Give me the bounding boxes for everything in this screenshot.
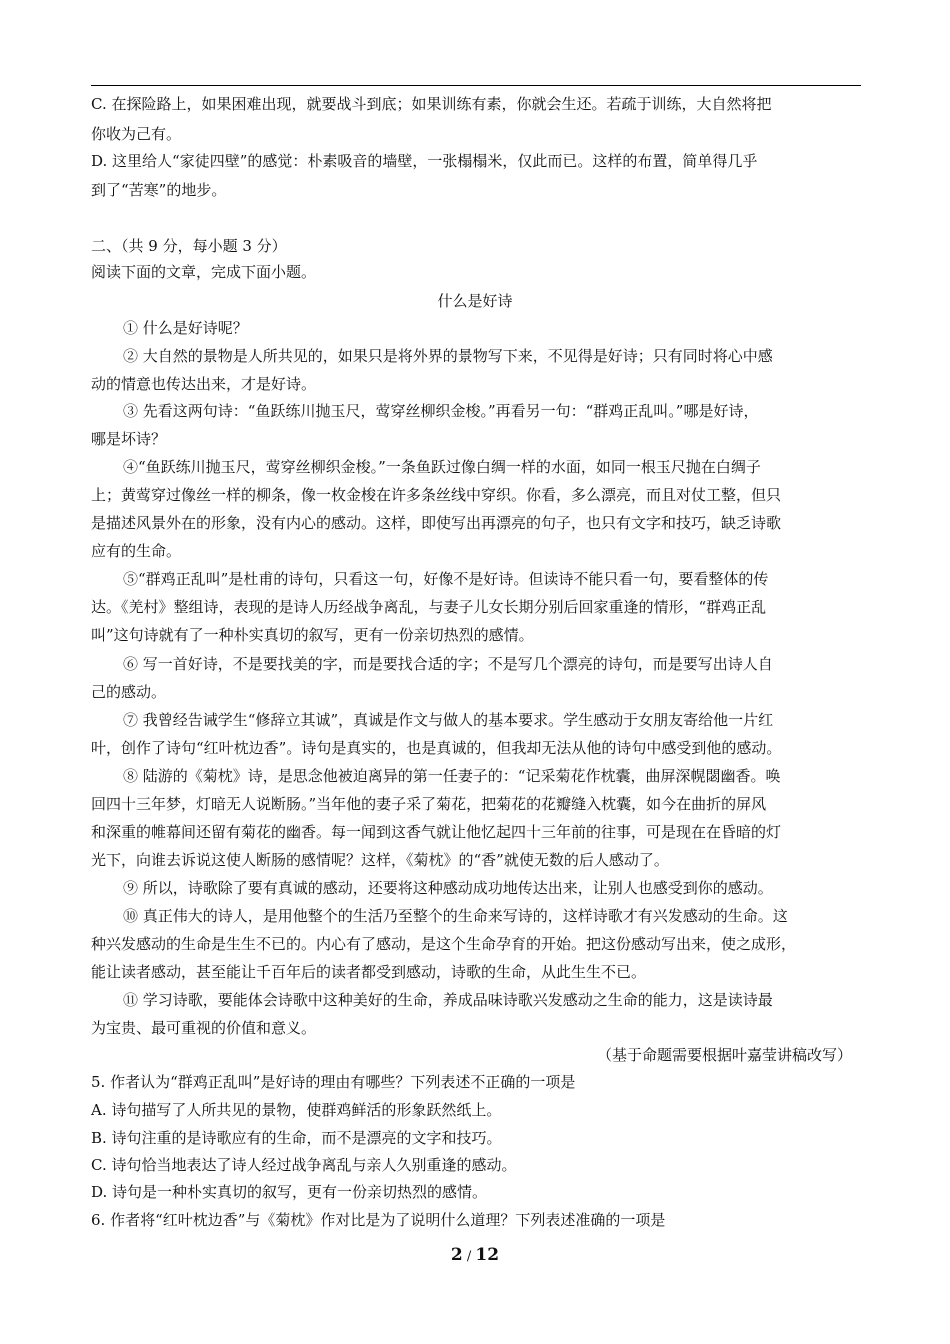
paragraph-4-line-4: 应有的生命。 (91, 542, 182, 560)
paragraph-3-line-2: 哪是坏诗？ (91, 430, 167, 448)
option-d-line-2: 到了“苦寒”的地步。 (91, 181, 227, 199)
paragraph-10-line-2: 种兴发感动的生命是生生不已的。内心有了感动，是这个生命孕育的开始。把这份感动写出来，使之成形， (91, 935, 797, 953)
option-c-line-2: 你收为己有。 (91, 125, 182, 143)
section-instruction: 阅读下面的文章，完成下面小题。 (91, 263, 317, 281)
question-5-option-b: B. 诗句注重的是诗歌应有的生命，而不是漂亮的文字和技巧。 (91, 1129, 502, 1147)
paragraph-5-line-2: 达。《羌村》整组诗，表现的是诗人历经战争离乱，与妻子儿女长期分别后回家重逢的情形，“群鸡正乱 (91, 598, 767, 616)
option-d-line-1: D. 这里给人“家徒四壁”的感觉：朴素吸音的墙壁，一张榻榻米，仅此而已。这样的布置，简单得几乎 (91, 152, 758, 170)
paragraph-9-line-1: ⑨ 所以，诗歌除了要有真诚的感动，还要将这种感动成功地传达出来，让别人也感受到你的感动。 (123, 879, 773, 897)
paragraph-10-line-3: 能让读者感动，甚至能让千百年后的读者都受到感动，诗歌的生命，从此生生不已。 (91, 963, 647, 981)
option-c-line-1: C. 在探险路上，如果困难出现，就要战斗到底；如果训练有素，你就会生还。若疏于训练，大自然将把 (91, 95, 772, 113)
paragraph-10-line-1: ⑩ 真正伟大的诗人，是用他整个的生活乃至整个的生命来写诗的，这样诗歌才有兴发感动的生命。这 (123, 907, 788, 925)
paragraph-4-line-1: ④“鱼跃练川抛玉尺，莺穿丝柳织金梭。”一条鱼跃过像白绸一样的水面，如同一根玉尺抛在白绸子 (123, 458, 761, 476)
source-note: （基于命题需要根据叶嘉莹讲稿改写） (596, 1046, 852, 1064)
question-6-stem: 6. 作者将“红叶枕边香”与《菊枕》作对比是为了说明什么道理？下列表述准确的一项是 (91, 1211, 666, 1229)
paragraph-2-line-1: ② 大自然的景物是人所共见的，如果只是将外界的景物写下来，不见得是好诗；只有同时将心中感 (123, 347, 773, 365)
paragraph-3-line-1: ③ 先看这两句诗：“鱼跃练川抛玉尺，莺穿丝柳织金梭。”再看另一句：“群鸡正乱叫。”哪是好诗， (123, 402, 759, 420)
header-rule (91, 85, 861, 86)
question-5-stem: 5. 作者认为“群鸡正乱叫”是好诗的理由有哪些？下列表述不正确的一项是 (91, 1073, 576, 1091)
paragraph-5-line-3: 叫”这句诗就有了一种朴实真切的叙写，更有一份亲切热烈的感情。 (91, 626, 534, 644)
paragraph-6-line-2: 己的感动。 (91, 683, 167, 701)
paragraph-8-line-1: ⑧ 陆游的《菊枕》诗，是思念他被迫离异的第一任妻子的：“记采菊花作枕囊，曲屏深幌閟幽香。唤 (123, 767, 781, 785)
paragraph-4-line-3: 是描述风景外在的形象，没有内心的感动。这样，即使写出再漂亮的句子，也只有文字和技巧，缺乏诗歌 (91, 514, 782, 532)
section-heading: 二、（共 9 分，每小题 3 分） (91, 237, 287, 255)
paragraph-7-line-1: ⑦ 我曾经告诫学生“修辞立其诚”，真诚是作文与做人的基本要求。学生感动于女朋友寄给他一片红 (123, 711, 774, 729)
article-title: 什么是好诗 (437, 292, 513, 310)
paragraph-2-line-2: 动的情意也传达出来，才是好诗。 (91, 375, 317, 393)
paragraph-5-line-1: ⑤“群鸡正乱叫”是杜甫的诗句，只看这一句，好像不是好诗。但读诗不能只看一句，要看整体的传 (123, 570, 769, 588)
paragraph-6-line-1: ⑥ 写一首好诗，不是要找美的字，而是要找合适的字；不是写几个漂亮的诗句，而是要写出诗人自 (123, 655, 773, 673)
question-5-option-a: A. 诗句描写了人所共见的景物，使群鸡鲜活的形象跃然纸上。 (91, 1101, 502, 1119)
page-total: 12 (475, 1245, 500, 1265)
paragraph-8-line-3: 和深重的帷幕间还留有菊花的幽香。每一闻到这香气就让他忆起四十三年前的往事，可是现在在昏暗的灯 (91, 823, 782, 841)
paragraph-8-line-4: 光下，向谁去诉说这使人断肠的感情呢？这样，《菊枕》的“香”就使无数的后人感动了。 (91, 851, 669, 869)
paragraph-8-line-2: 回四十三年梦，灯暗无人说断肠。”当年他的妻子采了菊花，把菊花的花瓣缝入枕囊，如今在曲折的屏风 (91, 795, 767, 813)
question-5-option-d: D. 诗句是一种朴实真切的叙写，更有一份亲切热烈的感情。 (91, 1183, 488, 1201)
page-current: 2 (450, 1245, 463, 1265)
paragraph-11-line-1: ⑪ 学习诗歌，要能体会诗歌中这种美好的生命，养成品味诗歌兴发感动之生命的能力，这是读诗最 (123, 991, 773, 1009)
paragraph-4-line-2: 上；黄莺穿过像丝一样的柳条，像一枚金梭在许多条丝线中穿织。你看，多么漂亮，而且对仗工整，但只 (91, 486, 782, 504)
paragraph-1-line-1: ① 什么是好诗呢？ (123, 319, 248, 337)
question-5-option-c: C. 诗句恰当地表达了诗人经过战争离乱与亲人久别重逢的感动。 (91, 1156, 517, 1174)
page-separator: / (462, 1249, 476, 1264)
paragraph-11-line-2: 为宝贵、最可重视的价值和意义。 (91, 1019, 317, 1037)
paragraph-7-line-2: 叶，创作了诗句“红叶枕边香”。诗句是真实的，也是真诚的，但我却无法从他的诗句中感受到他的感动。 (91, 739, 782, 757)
page-number (0, 1244, 950, 1268)
